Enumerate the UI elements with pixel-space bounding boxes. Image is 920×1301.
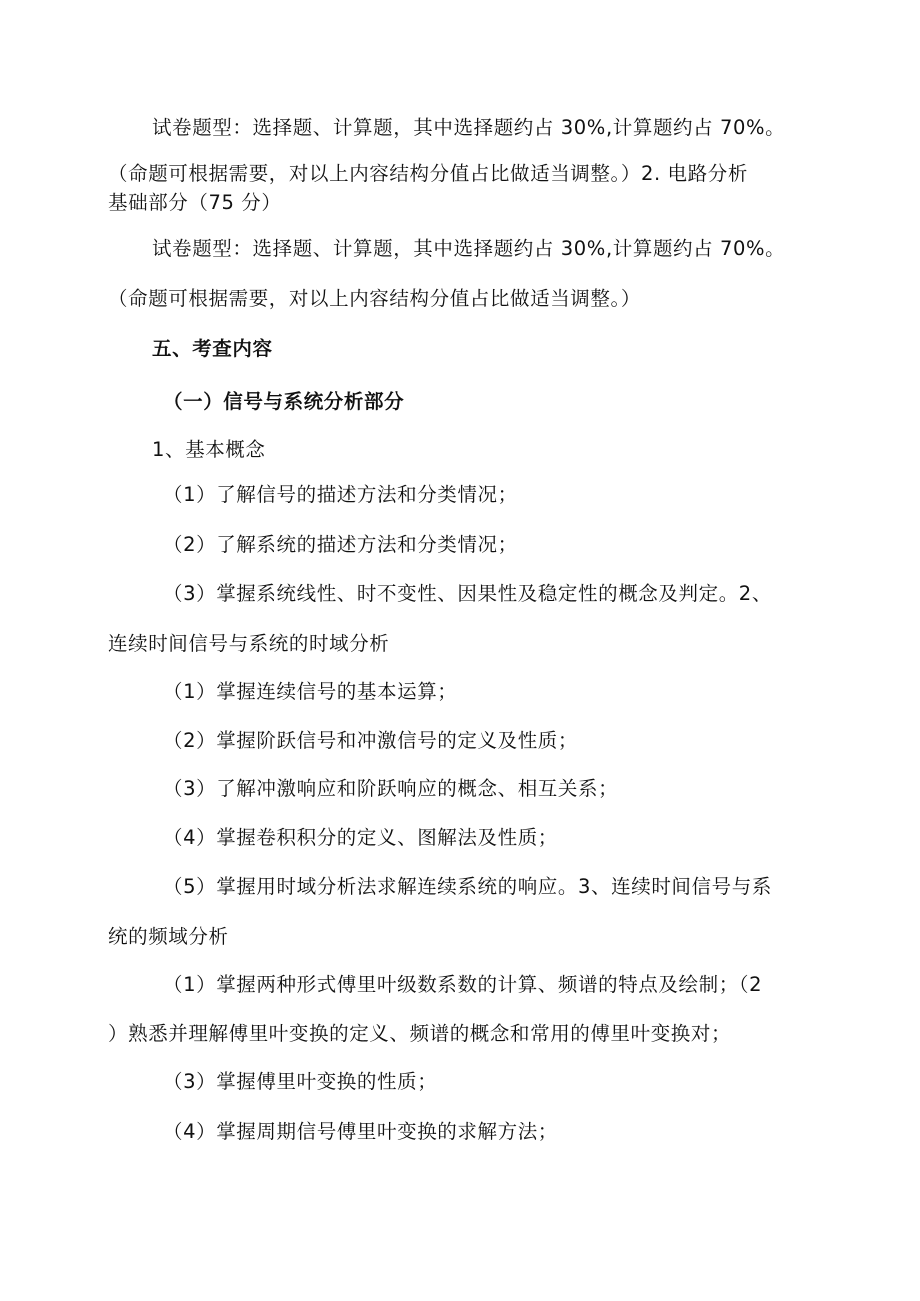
list-item: （1）掌握连续信号的基本运算； <box>163 680 458 703</box>
paragraph-line: （命题可根据需要，对以上内容结构分值占比做适当调整。） <box>108 287 641 310</box>
item-heading: 1、基本概念 <box>152 438 266 461</box>
paragraph-line: （命题可根据需要，对以上内容结构分值占比做适当调整。）2. 电路分析 <box>108 162 748 185</box>
list-item: （4）掌握周期信号傅里叶变换的求解方法； <box>163 1120 558 1143</box>
list-item: （3）掌握系统线性、时不变性、因果性及稳定性的概念及判定。2、 <box>163 582 772 605</box>
paragraph-line: 基础部分（75 分） <box>108 191 282 214</box>
list-item: （3）了解冲激响应和阶跃响应的概念、相互关系； <box>163 777 619 800</box>
paragraph-line: 试卷题型：选择题、计算题，其中选择题约占 30%,计算题约占 70%。 <box>152 116 786 139</box>
paragraph-line: 连续时间信号与系统的时域分析 <box>108 632 390 655</box>
list-item: （2）了解系统的描述方法和分类情况； <box>163 533 518 556</box>
subsection-heading: （一）信号与系统分析部分 <box>163 390 405 413</box>
paragraph-line: ）熟悉并理解傅里叶变换的定义、频谱的概念和常用的傅里叶变换对； <box>108 1022 732 1045</box>
paragraph-line: 统的频域分析 <box>108 925 229 948</box>
list-item: （3）掌握傅里叶变换的性质； <box>163 1070 438 1093</box>
list-item: （1）了解信号的描述方法和分类情况； <box>163 483 518 506</box>
paragraph-line: 试卷题型：选择题、计算题，其中选择题约占 30%,计算题约占 70%。 <box>152 237 786 260</box>
list-item: （1）掌握两种形式傅里叶级数系数的计算、频谱的特点及绘制；（2 <box>163 973 763 996</box>
list-item: （4）掌握卷积积分的定义、图解法及性质； <box>163 826 558 849</box>
section-heading: 五、考查内容 <box>152 337 273 360</box>
list-item: （5）掌握用时域分析法求解连续系统的响应。3、连续时间信号与系 <box>163 875 772 898</box>
list-item: （2）掌握阶跃信号和冲激信号的定义及性质； <box>163 729 579 752</box>
